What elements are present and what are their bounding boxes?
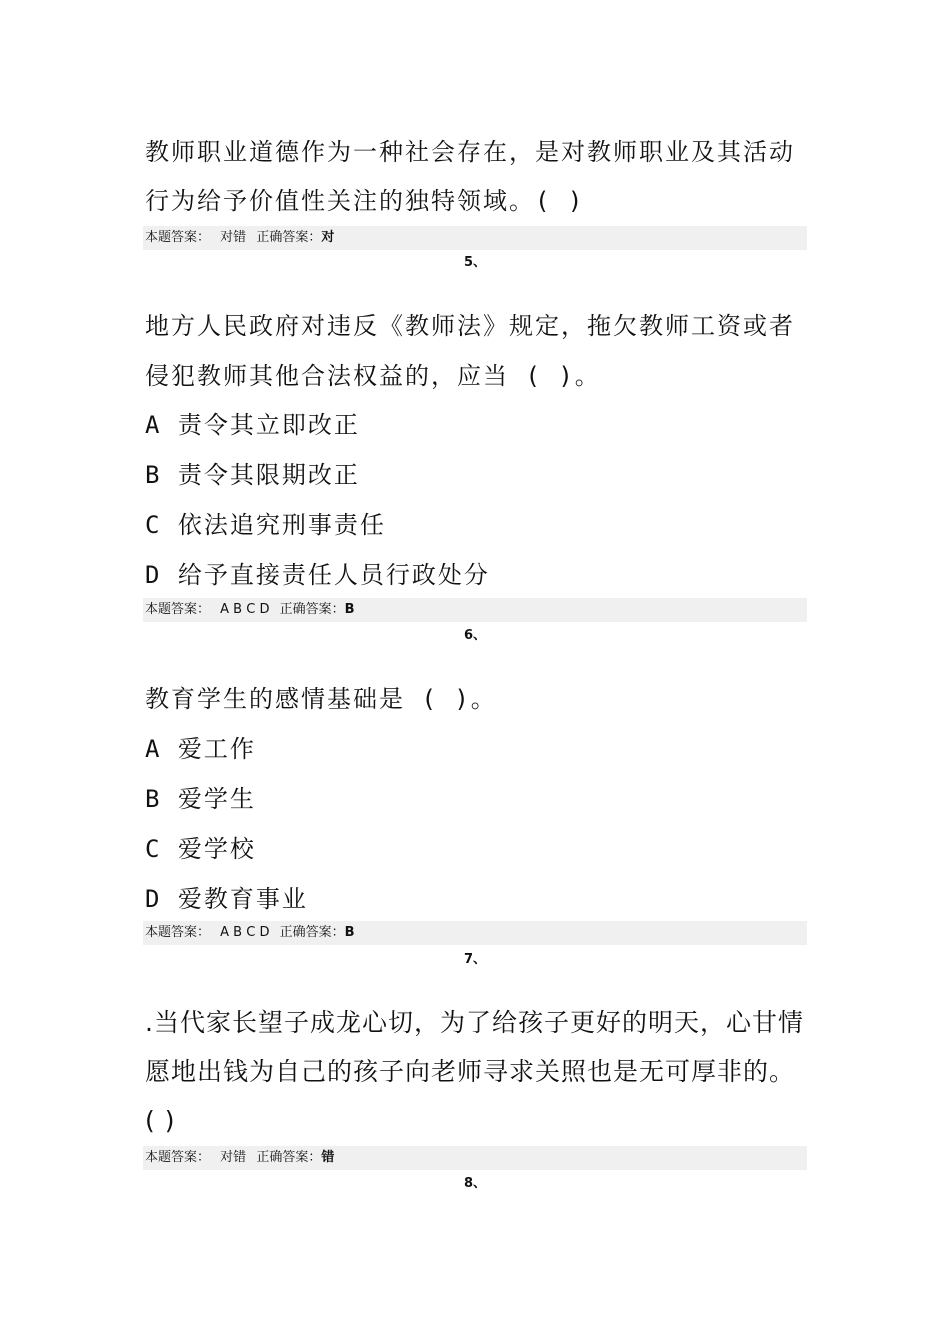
answer-bar <box>143 598 807 622</box>
answer-label: 本题答案： <box>145 1150 211 1165</box>
option-b: B 责令其限期改正 <box>145 461 360 489</box>
correct-answer-label: 正确答案： <box>256 1150 322 1165</box>
correct-answer-label: 正确答案： <box>279 602 345 617</box>
question-number: 5、 <box>463 255 487 270</box>
answer-choices[interactable]: 对错 <box>220 230 247 245</box>
answer-choices[interactable]: A B C D <box>220 602 270 617</box>
answer-bar <box>143 226 807 250</box>
option-a: A 爱工作 <box>145 735 256 763</box>
question-number: 7、 <box>463 952 487 967</box>
question-text-line: 侵犯教师其他合法权益的，应当 ( )。 <box>145 362 601 390</box>
option-b: B 爱学生 <box>145 785 256 813</box>
option-d: D 给予直接责任人员行政处分 <box>145 561 490 589</box>
answer-label: 本题答案： <box>145 925 211 940</box>
question-text-line: ( ) <box>145 1106 176 1135</box>
question-text-line: 地方人民政府对违反《教师法》规定，拖欠教师工资或者 <box>145 312 795 340</box>
answer-bar <box>143 1146 807 1170</box>
option-c: C 爱学校 <box>145 835 256 863</box>
correct-answer-value: 错 <box>321 1150 335 1165</box>
question-number: 6、 <box>463 628 487 643</box>
correct-answer-label: 正确答案： <box>256 230 322 245</box>
correct-answer-value: B <box>344 602 355 617</box>
question-text-line: 教育学生的感情基础是 ( )。 <box>145 685 497 713</box>
answer-label: 本题答案： <box>145 230 211 245</box>
answer-choices[interactable]: A B C D <box>220 925 270 940</box>
correct-answer-value: B <box>344 925 355 940</box>
correct-answer-value: 对 <box>321 230 335 245</box>
answer-label: 本题答案： <box>145 602 211 617</box>
question-text-line: 行为给予价值性关注的独特领域。( ) <box>145 187 585 215</box>
answer-choices[interactable]: 对错 <box>220 1150 247 1165</box>
question-text-line: 愿地出钱为自己的孩子向老师寻求关照也是无可厚非的。 <box>145 1057 796 1086</box>
question-text-line: .当代家长望子成龙心切，为了给孩子更好的明天，心甘情 <box>145 1008 804 1037</box>
correct-answer-label: 正确答案： <box>279 925 345 940</box>
option-d: D 爱教育事业 <box>145 885 308 913</box>
question-text-line: 教师职业道德作为一种社会存在，是对教师职业及其活动 <box>145 138 795 166</box>
question-number: 8、 <box>463 1176 487 1191</box>
option-a: A 责令其立即改正 <box>145 411 360 439</box>
answer-bar <box>143 921 807 945</box>
option-c: C 依法追究刑事责任 <box>145 511 386 539</box>
